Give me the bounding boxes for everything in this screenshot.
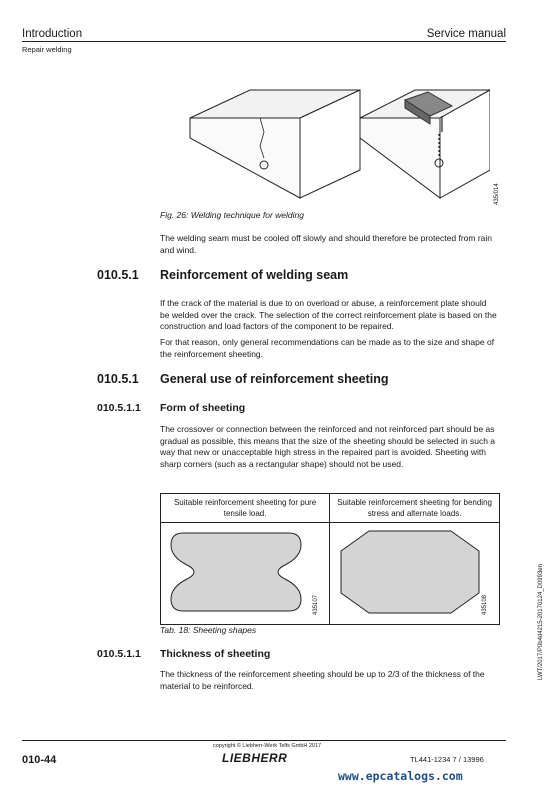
bending-shape-cell [330,523,500,625]
watermark-url[interactable]: www.epcatalogs.com [338,769,463,783]
paragraph-cooling: The welding seam must be cooled off slowly and should therefore be protected from rain and wind. [160,233,492,255]
paragraph-crossover: The crossover or connection between the reinforced and not reinforced part should be as gradual as possible, this means that the size of the sheeting should be selected in such a way that new or unacceptable high stress in the repaired part is avoided. Sheeting with sharp corners (such as a rectangular shape) should not be used. [160,424,496,469]
bending-sheeting-shape [331,523,499,621]
tensile-shape-cell [161,523,330,625]
table-caption: Tab. 18: Sheeting shapes [160,625,257,635]
section-title: General use of reinforcement sheeting [160,372,389,386]
table-header-bending: Suitable reinforcement sheeting for bending stress and alternate loads. [330,494,500,523]
header-section-title: Introduction [22,28,83,40]
footer-divider [22,740,506,741]
page-number: 010-44 [22,754,57,766]
section-number: 010.5.1 [97,268,139,282]
header-divider [22,41,506,42]
subsection-title: Thickness of sheeting [160,648,271,660]
figure-reference-id: 435/014 [494,183,500,205]
figure-caption: Fig. 26: Welding technique for welding [160,210,304,220]
subsection-title: Form of sheeting [160,402,246,414]
header-document-type: Service manual [426,28,506,40]
welding-technique-figure [160,88,490,208]
subsection-number: 010.5.1.1 [97,648,141,660]
document-code: TL441-1234 7 / 13996 [410,755,484,764]
table-header-tensile: Suitable reinforcement sheeting for pure tensile load. [161,494,330,523]
header-subtitle: Repair welding [22,45,72,54]
paragraph-thickness: The thickness of the reinforcement sheeting should be up to 2/3 of the thickness of the material to be reinforced. [160,669,485,691]
paragraph-crack: If the crack of the material is due to on overload or abuse, a reinforcement plate should be welded over the crack. The selection of the correct reinforcement plate is based on the construction and load factors of the component to be repaired. [160,298,497,331]
section-title: Reinforcement of welding seam [160,268,349,282]
angle-bracket-left [190,90,360,198]
section-number: 010.5.1 [97,372,139,386]
paragraph-general: For that reason, only general recommendations can be made as to the size and shape of the reinforcement sheeting. [160,337,495,359]
document-side-code: LWT/2017/P0b4d4215-20170124_D0993en [538,564,544,680]
copyright-notice: copyright © Liebherr-Werk Telfs GmbH 2017 [213,743,322,749]
liebherr-logo: LIEBHERR [222,751,288,765]
tensile-sheeting-shape [161,523,329,621]
table-reference-id: 435107 [313,594,319,615]
table-reference-id: 435108 [482,594,489,615]
sheeting-shapes-table [160,493,500,625]
angle-bracket-right [360,90,490,198]
subsection-number: 010.5.1.1 [97,402,141,414]
